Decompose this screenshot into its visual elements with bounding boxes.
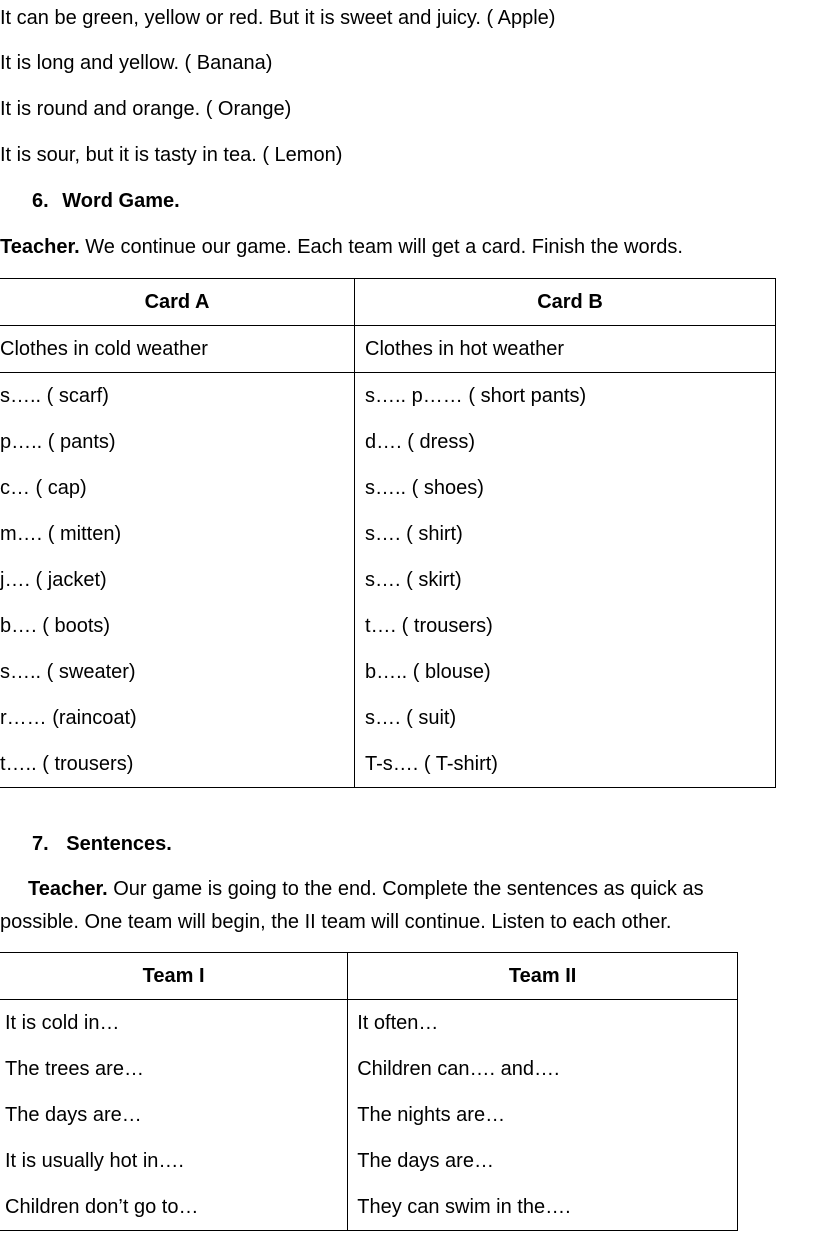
card-b-cell: s….. ( shoes)	[365, 476, 484, 499]
section-7-number: 7.	[32, 833, 49, 855]
card-b-cell: s…. ( suit)	[365, 706, 457, 729]
team-1-cell: The trees are…	[0, 1046, 348, 1092]
card-a-cell: b…. ( boots)	[0, 603, 355, 649]
table-row	[0, 373, 776, 420]
riddle-line-1: It can be green, yellow or red. But it is sweet and juicy. ( Apple)	[0, 7, 556, 29]
teacher-instruction: Our game is going to the end. Complete the sentences as quick as	[107, 878, 704, 900]
team-table	[0, 952, 738, 1231]
table-row	[0, 1046, 738, 1092]
teacher-instruction: We continue our game. Each team will get a card. Finish the words.	[79, 236, 683, 258]
card-b-header: Card B	[355, 279, 776, 326]
team-table-header-row	[0, 953, 738, 1000]
card-b-cell: b….. ( blouse)	[365, 660, 491, 683]
section-7-title: Sentences.	[66, 833, 172, 855]
table-row	[0, 695, 776, 741]
card-a-cell: j…. ( jacket)	[0, 557, 355, 603]
card-table-subheader-row	[0, 326, 776, 373]
card-a-cell: s….. ( sweater)	[0, 649, 355, 695]
card-table	[0, 278, 776, 788]
riddle-line-3: It is round and orange. ( Orange)	[0, 98, 292, 120]
team-1-cell: It is cold in…	[0, 1000, 348, 1047]
team-1-cell: It is usually hot in….	[0, 1138, 348, 1184]
card-a-header: Card A	[0, 279, 355, 326]
card-b-cell: t…. ( trousers)	[365, 614, 493, 637]
table-row	[0, 741, 776, 788]
team-1-cell: The days are…	[0, 1092, 348, 1138]
riddle-line-4: It is sour, but it is tasty in tea. ( Lemon)	[0, 144, 343, 166]
card-table-header-row	[0, 279, 776, 326]
table-row	[0, 603, 776, 649]
section-6-heading	[32, 189, 180, 213]
section-7-teacher-line-1	[28, 877, 704, 901]
card-a-cell: c… ( cap)	[0, 465, 355, 511]
card-b-subheader: Clothes in hot weather	[355, 326, 776, 373]
team-1-cell: Children don’t go to…	[0, 1184, 348, 1231]
table-row	[0, 557, 776, 603]
card-a-subheader: Clothes in cold weather	[0, 326, 355, 373]
card-b-cell: d…. ( dress)	[365, 430, 476, 453]
team-2-cell: They can swim in the….	[357, 1195, 571, 1218]
team-2-cell: It often…	[357, 1011, 439, 1034]
teacher-label: Teacher.	[28, 878, 108, 900]
card-a-cell: t….. ( trousers)	[0, 741, 355, 788]
team-2-header: Team II	[348, 953, 738, 1000]
table-row	[0, 465, 776, 511]
card-b-cell: s…. ( skirt)	[365, 568, 462, 591]
table-row	[0, 511, 776, 557]
section-6-teacher-line	[0, 235, 683, 259]
team-2-cell: The nights are…	[357, 1103, 506, 1126]
section-7-heading	[32, 832, 172, 856]
card-b-cell: T-s…. ( T-shirt)	[365, 752, 498, 775]
card-a-cell: r…… (raincoat)	[0, 695, 355, 741]
team-2-cell: The days are…	[357, 1149, 494, 1172]
table-row	[0, 1138, 738, 1184]
table-row	[0, 1184, 738, 1231]
team-2-cell: Children can…. and….	[357, 1057, 560, 1080]
card-b-cell: s….. p…… ( short pants)	[365, 384, 587, 407]
table-row	[0, 1000, 738, 1047]
card-b-cell: s…. ( shirt)	[365, 522, 463, 545]
riddle-line-2: It is long and yellow. ( Banana)	[0, 52, 273, 74]
table-row	[0, 419, 776, 465]
section-7-teacher-line-2: possible. One team will begin, the II team will continue. Listen to each other.	[0, 911, 672, 933]
table-row	[0, 649, 776, 695]
section-6-number: 6.	[32, 190, 49, 212]
table-row	[0, 1092, 738, 1138]
teacher-label: Teacher.	[0, 236, 80, 258]
card-a-cell: m…. ( mitten)	[0, 511, 355, 557]
card-a-cell: s….. ( scarf)	[0, 373, 355, 420]
team-1-header: Team I	[0, 953, 348, 1000]
section-6-title: Word Game.	[62, 190, 180, 212]
card-a-cell: p….. ( pants)	[0, 419, 355, 465]
